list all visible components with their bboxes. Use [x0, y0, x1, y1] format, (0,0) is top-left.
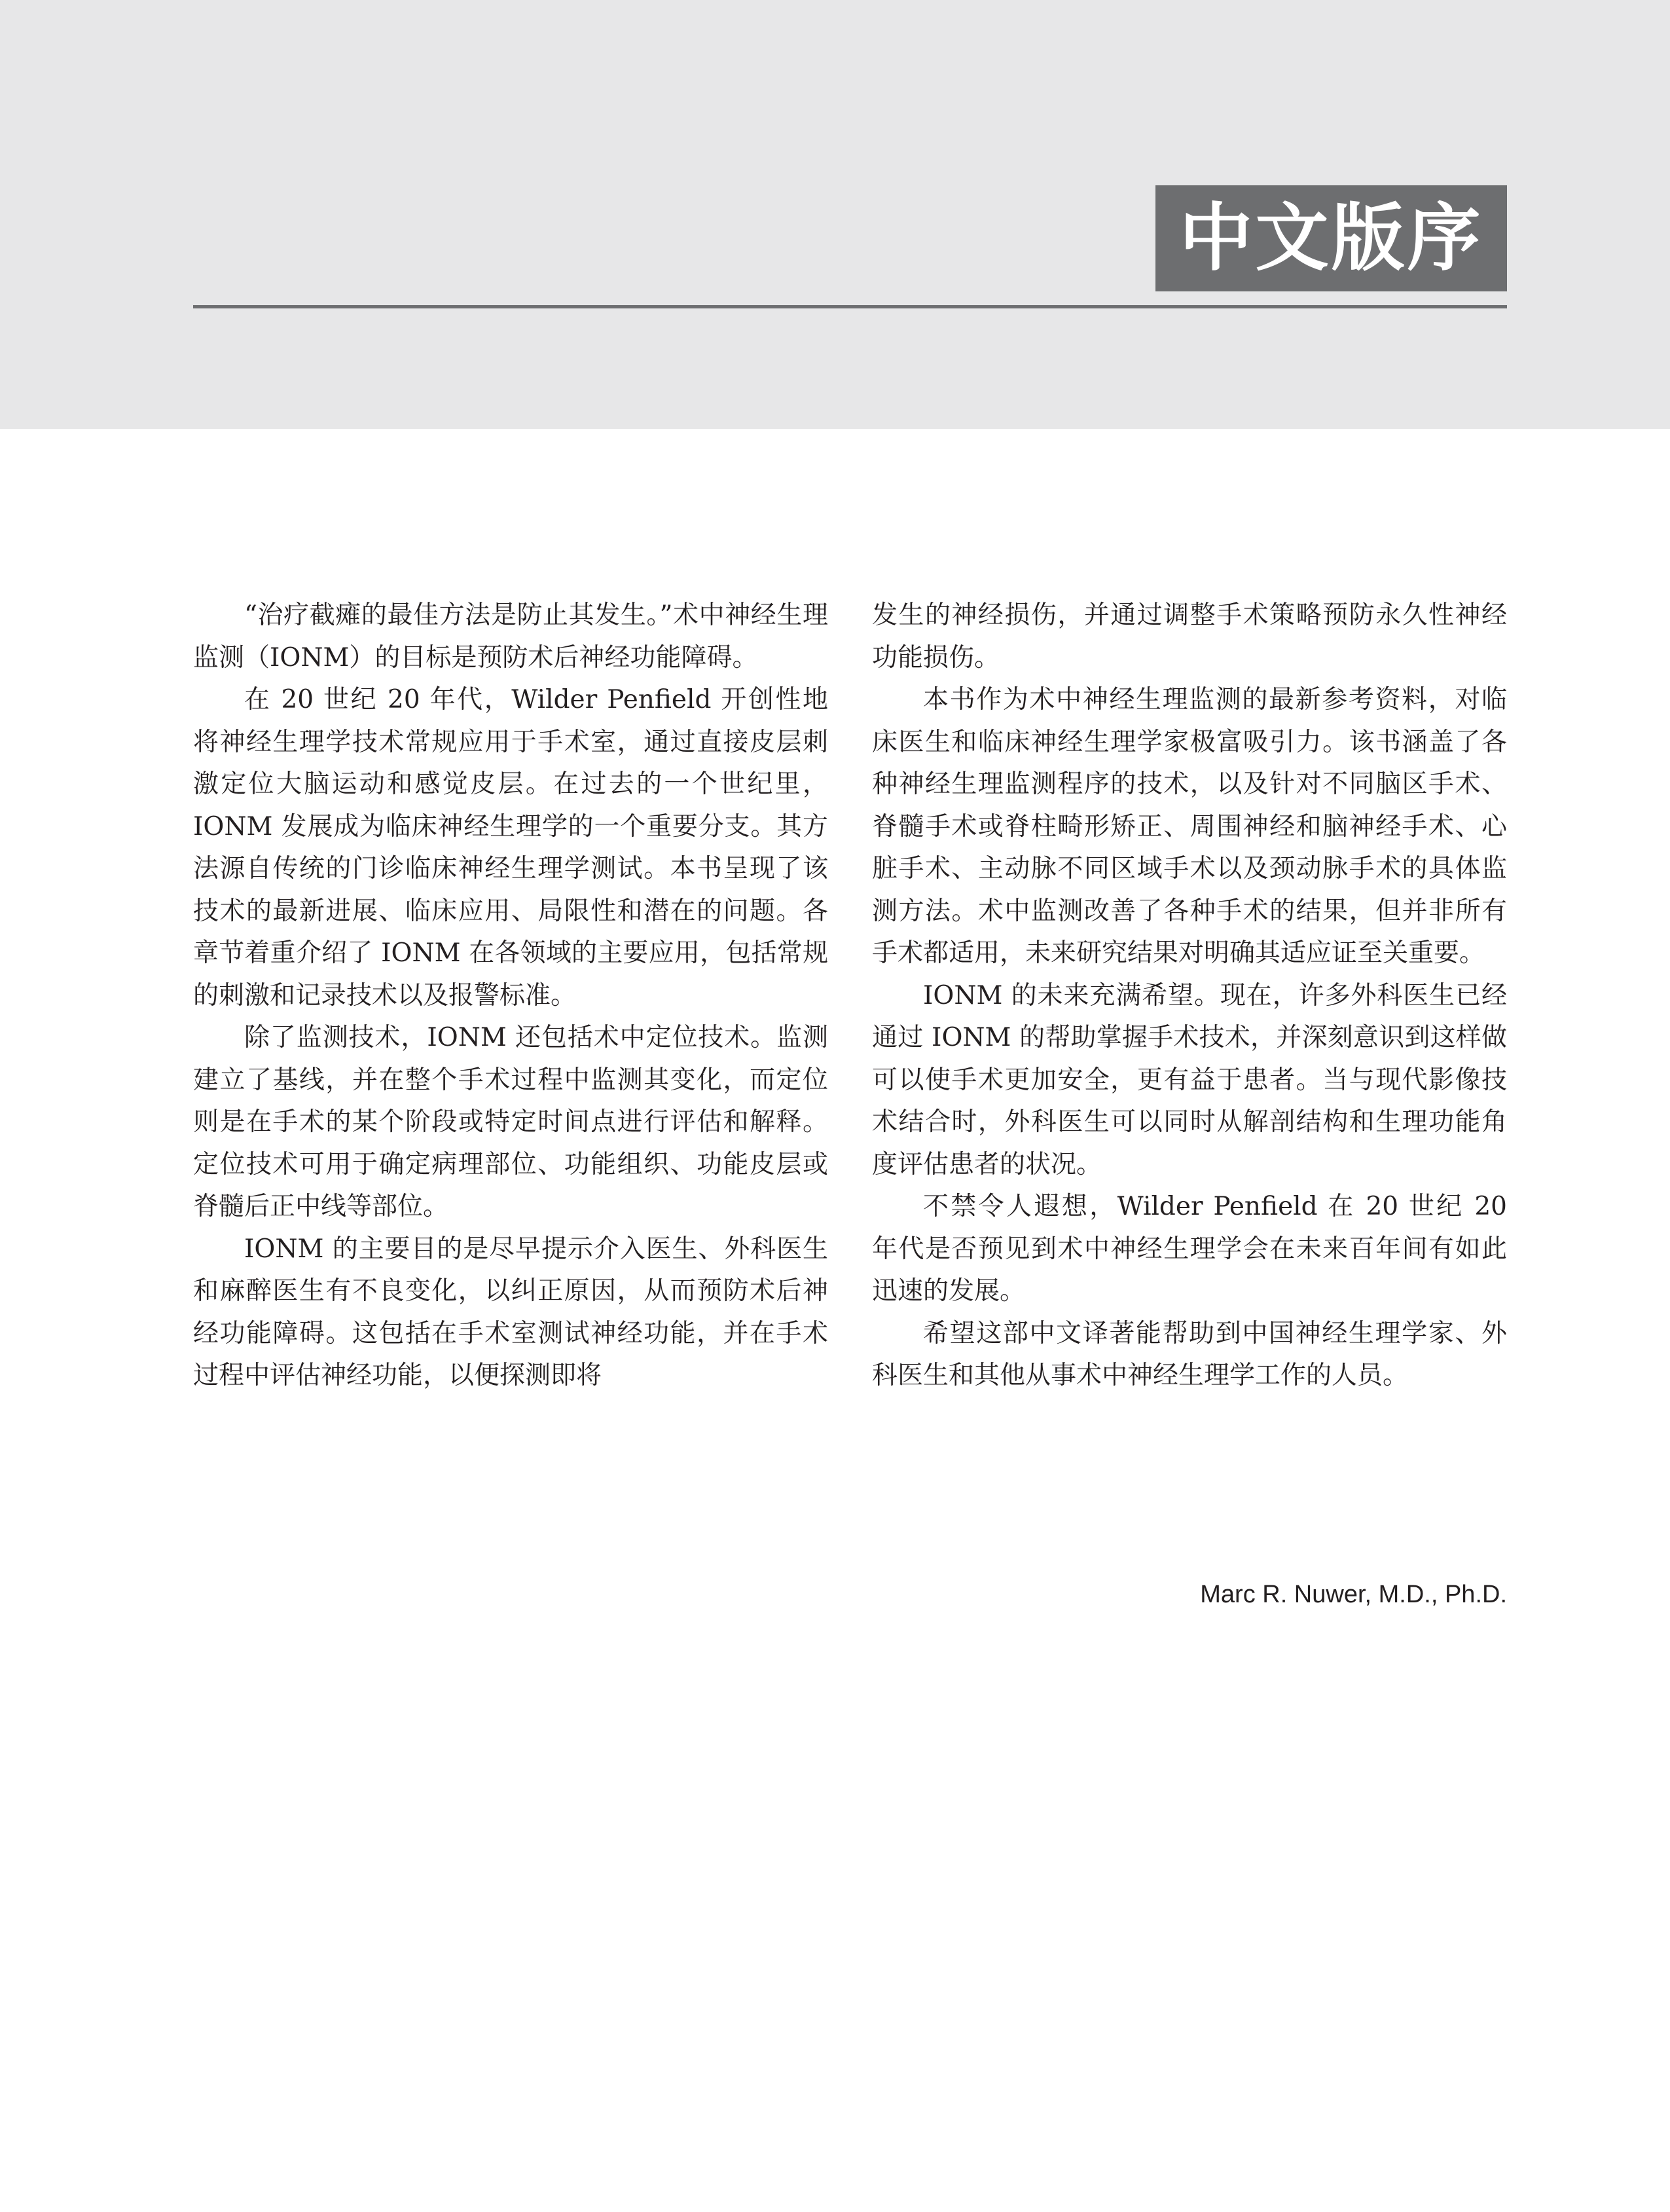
paragraph: IONM 的未来充满希望。现在，许多外科医生已经通过 IONM 的帮助掌握手术技术，并深刻意识到这样做可以使手术更加安全，更有益于患者。当与现代影像技术结合时，外科医生可以同时从解剖结构和生理功能角度评估患者的状况。 [872, 980, 1507, 1179]
paragraph: “治疗截瘫的最佳方法是防止其发生。”术中神经生理监测（IONM）的目标是预防术后神经功能障碍。 [193, 600, 828, 673]
paragraph: IONM 的主要目的是尽早提示介入医生、外科医生和麻醉医生有不良变化，以纠正原因，从而预防术后神经功能障碍。这包括在手术室测试神经功能，并在手术过程中评估神经功能，以便探测即将 [193, 1234, 828, 1390]
right-column [872, 595, 1507, 1397]
author-signature: Marc R. Nuwer, M.D., Ph.D. [1200, 1581, 1507, 1608]
paragraph: 不禁令人遐想，Wilder Penfield 在 20 世纪 20 年代是否预见到术中神经生理学会在未来百年间有如此迅速的发展。 [872, 1192, 1507, 1306]
paragraph: 希望这部中文译著能帮助到中国神经生理学家、外科医生和其他从事术中神经生理学工作的人员。 [872, 1318, 1507, 1390]
paragraph-continuation: 发生的神经损伤，并通过调整手术策略预防永久性神经功能损伤。 [872, 600, 1507, 673]
paragraph: 除了监测技术，IONM 还包括术中定位技术。监测建立了基线，并在整个手术过程中监测其变化，而定位则是在手术的某个阶段或特定时间点进行评估和解释。定位技术可用于确定病理部位、功能组织、功能皮层或脊髓后正中线等部位。 [193, 1023, 828, 1221]
title-divider [193, 305, 1507, 308]
left-column [193, 595, 828, 1397]
paragraph: 本书作为术中神经生理监测的最新参考资料，对临床医生和临床神经生理学家极富吸引力。该书涵盖了各种神经生理监测程序的技术，以及针对不同脑区手术、脊髓手术或脊柱畸形矫正、周围神经和脑神经手术、心脏手术、主动脉不同区域手术以及颈动脉手术的具体监测方法。术中监测改善了各种手术的结果，但并非所有手术都适用，未来研究结果对明确其适应证至关重要。 [872, 685, 1507, 968]
page-title: 中文版序 [1155, 185, 1507, 291]
paragraph: 在 20 世纪 20 年代，Wilder Penfield 开创性地将神经生理学技术常规应用于手术室，通过直接皮层刺激定位大脑运动和感觉皮层。在过去的一个世纪里，IONM 发展成为临床神经生理学的一个重要分支。其方法源自传统的门诊临床神经生理学测试。本书呈现了该技术的最新进展、临床应用、局限性和潜在的问题。各章节着重介绍了 IONM 在各领域的主要应用，包括常规的刺激和记录技术以及报警标准。 [193, 685, 828, 1010]
